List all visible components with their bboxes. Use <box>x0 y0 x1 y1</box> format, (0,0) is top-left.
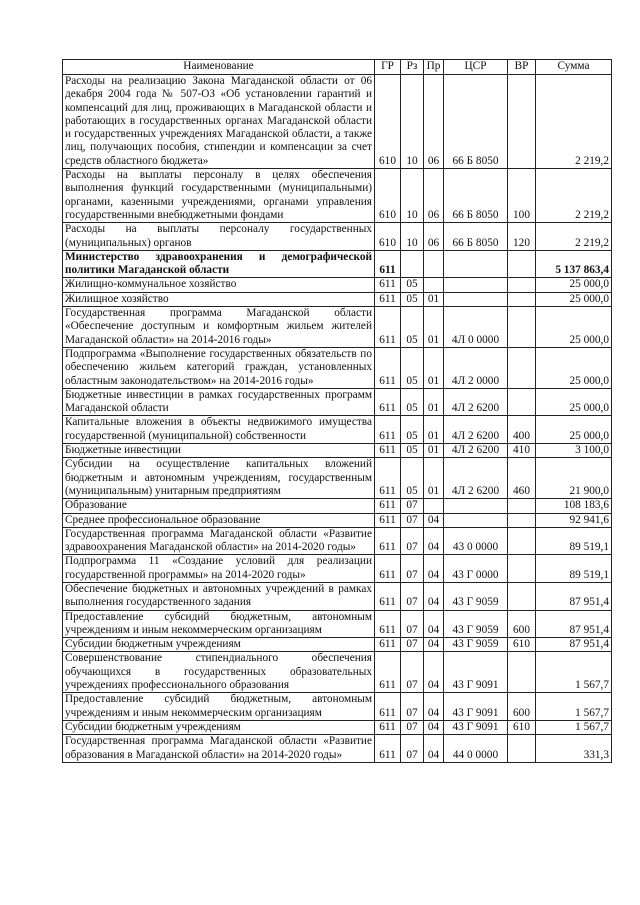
row-csr: 66 Б 8050 <box>444 169 508 223</box>
row-pr: 04 <box>424 735 444 763</box>
row-pr <box>424 499 444 513</box>
row-sum: 87 951,4 <box>536 582 612 610</box>
row-sum: 87 951,4 <box>536 638 612 652</box>
row-gr: 611 <box>375 444 401 458</box>
row-sum: 2 219,2 <box>536 75 612 169</box>
row-pr: 04 <box>424 513 444 527</box>
row-rz: 07 <box>401 638 424 652</box>
row-gr: 611 <box>375 555 401 583</box>
row-name: Среднее профессиональное образование <box>63 513 375 527</box>
header-sum: Сумма <box>536 60 612 75</box>
row-csr <box>444 250 508 278</box>
row-csr: 43 Г 9091 <box>444 652 508 693</box>
row-rz: 05 <box>401 292 424 306</box>
row-gr: 611 <box>375 735 401 763</box>
row-sum: 1 567,7 <box>536 720 612 734</box>
row-csr: 43 Г 9091 <box>444 693 508 721</box>
row-pr: 01 <box>424 458 444 499</box>
row-csr: 43 Г 9059 <box>444 582 508 610</box>
row-gr: 611 <box>375 638 401 652</box>
header-vr: ВР <box>508 60 536 75</box>
row-vr: 600 <box>508 693 536 721</box>
row-sum: 108 183,6 <box>536 499 612 513</box>
row-gr: 611 <box>375 610 401 638</box>
row-name: Государственная программа Магаданской области «Развитие здравоохранения Магаданской области» на 2014-2020 годы» <box>63 527 375 555</box>
row-gr: 610 <box>375 169 401 223</box>
row-rz: 07 <box>401 499 424 513</box>
row-name: Расходы на реализацию Закона Магаданской области от 06 декабря 2004 года № 507-ОЗ «Об установлении гарантий и компенсаций для лиц, проживающих в Магаданской области и работающих в государственных органах Магаданской области и государственных учреждениях Магаданской области, а также лиц, получающих пособия, стипендии и компенсации за счет средств областного бюджета» <box>63 75 375 169</box>
row-rz: 07 <box>401 582 424 610</box>
row-gr: 610 <box>375 223 401 251</box>
row-name: Бюджетные инвестиции <box>63 444 375 458</box>
row-vr <box>508 250 536 278</box>
row-name: Предоставление субсидий бюджетным, автономным учреждениям и иным некоммерческим организациям <box>63 693 375 721</box>
row-csr: 4Л 0 0000 <box>444 307 508 348</box>
row-vr <box>508 75 536 169</box>
row-sum: 25 000,0 <box>536 416 612 444</box>
row-vr <box>508 307 536 348</box>
row-name: Государственная программа Магаданской области «Обеспечение доступным и комфортным жильем жителей Магаданской области» на 2014-2016 годы» <box>63 307 375 348</box>
row-sum: 89 519,1 <box>536 527 612 555</box>
row-gr: 611 <box>375 527 401 555</box>
row-csr: 43 Г 9059 <box>444 638 508 652</box>
header-gr: ГР <box>375 60 401 75</box>
row-csr <box>444 278 508 292</box>
row-pr: 04 <box>424 693 444 721</box>
table-row <box>63 652 612 693</box>
row-vr <box>508 735 536 763</box>
table-row <box>63 513 612 527</box>
row-csr: 4Л 2 6200 <box>444 416 508 444</box>
row-rz: 07 <box>401 555 424 583</box>
row-gr: 611 <box>375 693 401 721</box>
table-row <box>63 582 612 610</box>
row-sum: 1 567,7 <box>536 652 612 693</box>
row-pr: 01 <box>424 347 444 388</box>
header-name: Наименование <box>63 60 375 75</box>
table-row <box>63 292 612 306</box>
table-row <box>63 223 612 251</box>
table-row <box>63 499 612 513</box>
row-gr: 611 <box>375 388 401 416</box>
row-sum: 25 000,0 <box>536 388 612 416</box>
row-pr: 04 <box>424 582 444 610</box>
row-sum: 2 219,2 <box>536 223 612 251</box>
row-rz: 07 <box>401 610 424 638</box>
table-row <box>63 388 612 416</box>
row-pr: 04 <box>424 638 444 652</box>
row-sum: 25 000,0 <box>536 292 612 306</box>
row-vr: 410 <box>508 444 536 458</box>
row-name: Бюджетные инвестиции в рамках государственных программ Магаданской области <box>63 388 375 416</box>
row-vr <box>508 347 536 388</box>
row-gr: 611 <box>375 292 401 306</box>
row-name: Расходы на выплаты персоналу государственных (муниципальных) органов <box>63 223 375 251</box>
budget-table <box>62 59 612 763</box>
row-name: Государственная программа Магаданской области «Развитие образования в Магаданской области» на 2014-2020 годы» <box>63 735 375 763</box>
row-csr: 4Л 2 0000 <box>444 347 508 388</box>
row-name: Субсидии бюджетным учреждениям <box>63 720 375 734</box>
row-pr: 04 <box>424 555 444 583</box>
row-gr: 611 <box>375 278 401 292</box>
row-csr: 66 Б 8050 <box>444 223 508 251</box>
row-vr: 610 <box>508 720 536 734</box>
row-name: Жилищно-коммунальное хозяйство <box>63 278 375 292</box>
table-row <box>63 720 612 734</box>
table-row <box>63 458 612 499</box>
row-pr: 04 <box>424 720 444 734</box>
row-vr <box>508 292 536 306</box>
row-sum: 331,3 <box>536 735 612 763</box>
row-pr: 01 <box>424 388 444 416</box>
row-sum: 5 137 863,4 <box>536 250 612 278</box>
table-row <box>63 416 612 444</box>
row-pr: 04 <box>424 527 444 555</box>
row-csr: 44 0 0000 <box>444 735 508 763</box>
row-pr: 01 <box>424 444 444 458</box>
row-vr: 600 <box>508 610 536 638</box>
row-sum: 25 000,0 <box>536 347 612 388</box>
row-csr <box>444 513 508 527</box>
row-vr <box>508 527 536 555</box>
row-vr: 400 <box>508 416 536 444</box>
table-row <box>63 250 612 278</box>
row-rz: 10 <box>401 75 424 169</box>
row-rz <box>401 250 424 278</box>
table-row <box>63 638 612 652</box>
row-name: Подпрограмма «Выполнение государственных обязательств по обеспечению жильем категорий граждан, установленных областным законодательством» на 2014-2016 годы» <box>63 347 375 388</box>
row-name: Обеспечение бюджетных и автономных учреждений в рамках выполнения государственного задания <box>63 582 375 610</box>
table-row <box>63 307 612 348</box>
row-name: Расходы на выплаты персоналу в целях обеспечения выполнения функций государственными (муниципальными) органами, казенными учреждениями, органами управления государственными внебюджетными фондами <box>63 169 375 223</box>
row-gr: 611 <box>375 347 401 388</box>
row-csr: 66 Б 8050 <box>444 75 508 169</box>
row-vr <box>508 513 536 527</box>
row-rz: 07 <box>401 527 424 555</box>
row-gr: 611 <box>375 582 401 610</box>
row-gr: 611 <box>375 250 401 278</box>
row-pr: 01 <box>424 307 444 348</box>
row-sum: 87 951,4 <box>536 610 612 638</box>
row-pr: 04 <box>424 610 444 638</box>
row-pr <box>424 250 444 278</box>
row-csr: 43 Г 9059 <box>444 610 508 638</box>
row-gr: 611 <box>375 652 401 693</box>
row-csr: 43 Г 0000 <box>444 555 508 583</box>
header-csr: ЦСР <box>444 60 508 75</box>
table-row <box>63 610 612 638</box>
row-vr <box>508 652 536 693</box>
row-rz: 07 <box>401 652 424 693</box>
row-name: Предоставление субсидий бюджетным, автономным учреждениям и иным некоммерческим организациям <box>63 610 375 638</box>
row-pr: 01 <box>424 416 444 444</box>
row-gr: 611 <box>375 513 401 527</box>
row-rz: 05 <box>401 458 424 499</box>
row-pr <box>424 278 444 292</box>
table-row <box>63 735 612 763</box>
row-name: Субсидии на осуществление капитальных вложений бюджетным и автономным учреждениям, государственным (муниципальным) унитарным предприятиям <box>63 458 375 499</box>
row-sum: 2 219,2 <box>536 169 612 223</box>
row-gr: 611 <box>375 499 401 513</box>
row-sum: 21 900,0 <box>536 458 612 499</box>
row-rz: 07 <box>401 513 424 527</box>
row-rz: 05 <box>401 416 424 444</box>
table-header-row <box>63 60 612 75</box>
row-rz: 05 <box>401 307 424 348</box>
row-name: Капитальные вложения в объекты недвижимого имущества государственной (муниципальной) собственности <box>63 416 375 444</box>
row-pr: 06 <box>424 223 444 251</box>
table-row <box>63 555 612 583</box>
row-vr <box>508 388 536 416</box>
table-row <box>63 75 612 169</box>
row-rz: 05 <box>401 388 424 416</box>
row-vr: 610 <box>508 638 536 652</box>
row-name: Образование <box>63 499 375 513</box>
row-sum: 25 000,0 <box>536 278 612 292</box>
row-csr: 43 Г 9091 <box>444 720 508 734</box>
row-csr: 4Л 2 6200 <box>444 444 508 458</box>
table-row <box>63 278 612 292</box>
header-rz: Рз <box>401 60 424 75</box>
row-name: Субсидии бюджетным учреждениям <box>63 638 375 652</box>
row-name: Министерство здравоохранения и демографической политики Магаданской области <box>63 250 375 278</box>
row-csr <box>444 292 508 306</box>
row-pr: 04 <box>424 652 444 693</box>
row-rz: 10 <box>401 223 424 251</box>
row-vr: 460 <box>508 458 536 499</box>
row-pr: 01 <box>424 292 444 306</box>
row-name: Жилищное хозяйство <box>63 292 375 306</box>
row-sum: 89 519,1 <box>536 555 612 583</box>
table-body <box>63 75 612 763</box>
table-row <box>63 347 612 388</box>
row-pr: 06 <box>424 169 444 223</box>
row-vr <box>508 278 536 292</box>
row-gr: 611 <box>375 720 401 734</box>
row-name: Совершенствование стипендиального обеспечения обучающихся в государственных образовательных учреждениях профессионального образования <box>63 652 375 693</box>
row-sum: 1 567,7 <box>536 693 612 721</box>
row-csr: 43 0 0000 <box>444 527 508 555</box>
row-sum: 3 100,0 <box>536 444 612 458</box>
row-vr: 120 <box>508 223 536 251</box>
row-name: Подпрограмма 11 «Создание условий для реализации государственной программы» на 2014-2020 годы» <box>63 555 375 583</box>
row-rz: 05 <box>401 278 424 292</box>
row-rz: 05 <box>401 444 424 458</box>
row-rz: 05 <box>401 347 424 388</box>
row-vr <box>508 582 536 610</box>
table-row <box>63 527 612 555</box>
row-pr: 06 <box>424 75 444 169</box>
row-gr: 611 <box>375 416 401 444</box>
row-vr: 100 <box>508 169 536 223</box>
table-row <box>63 444 612 458</box>
row-gr: 611 <box>375 458 401 499</box>
table-row <box>63 693 612 721</box>
row-sum: 92 941,6 <box>536 513 612 527</box>
row-gr: 611 <box>375 307 401 348</box>
row-csr <box>444 499 508 513</box>
row-rz: 07 <box>401 720 424 734</box>
row-vr <box>508 555 536 583</box>
row-rz: 10 <box>401 169 424 223</box>
row-csr: 4Л 2 6200 <box>444 388 508 416</box>
row-sum: 25 000,0 <box>536 307 612 348</box>
row-gr: 610 <box>375 75 401 169</box>
row-rz: 07 <box>401 693 424 721</box>
header-pr: Пр <box>424 60 444 75</box>
row-vr <box>508 499 536 513</box>
table-row <box>63 169 612 223</box>
row-rz: 07 <box>401 735 424 763</box>
row-csr: 4Л 2 6200 <box>444 458 508 499</box>
